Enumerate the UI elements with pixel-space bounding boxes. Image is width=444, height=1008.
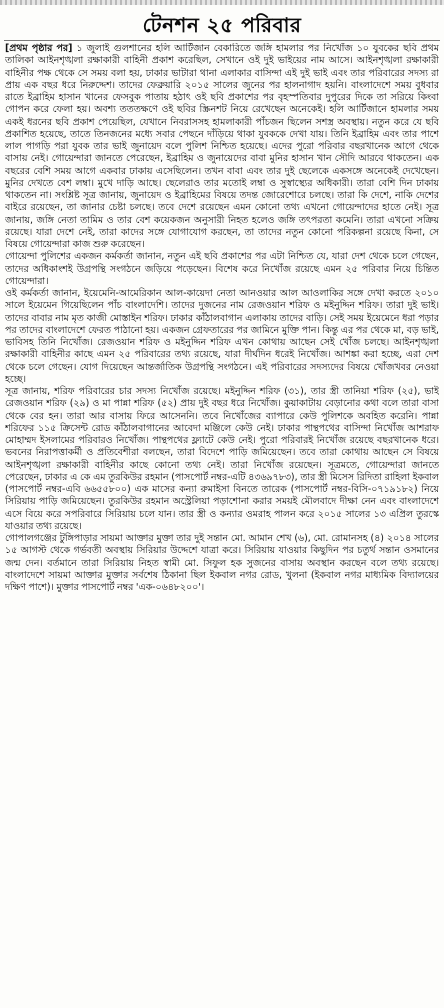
article-paragraph bbox=[5, 386, 439, 533]
article-paragraph bbox=[5, 43, 439, 251]
paragraph-text: সূত্র জানায়, শরিফ পরিবারের চার সদস্য নিখোঁজ রয়েছে। মইনুদ্দিন শরিফ (৩১), তার স্ত্রী তানিয়া শরিফ (২৫), ভাই রেজওয়ান শরিফ (২৯) ও মা পান্না শরিফ (৫২) প্রায় দুই বছর ধরে নিখোঁজ। কুয়াকাটায় বেড়ানোর কথা বলে তারা বাসা থেকে বের হন। তারা আর বাসায় ফিরে আসেননি। তবে নিখোঁজের ব্যাপারে কেউ পুলিশকে অবহিত করেনি। পান্না শরিফের ১১৫ ক্রিসেন্ট রোড কাঁঠালবাগানের আবেদা মঞ্জিলে কেউ নেই। ঢাকার পান্থপথের বাসিন্দা নিখোঁজ আশরাফ মোহাম্মদ ইসলামের পরিবারও নিখোঁজ। পান্থপথের ফ্ল্যাটে কেউ নেই। পুরো পরিবারই নিখোঁজ রয়েছে বছরখানেক ধরে। ভবনের নিরাপত্তাকর্মী ও প্রতিবেশীরা বলছেন, তারা বিদেশে পাড়ি জমিয়েছেন। তবে তারা কোথায় আছেন সে বিষয়ে আইনশৃঙ্খলা রক্ষাকারী বাহিনীর কাছে কোনো তথ্য নেই। তারা নিখোঁজ রয়েছেন। সূত্রমতে, গোয়েন্দারা জানতে পেরেছেন, ঢাকার এ কে এম তুরকিউর রহমান (পাসপোর্ট নম্বর-এটি ৪৩৬৯৭৮৩), তার স্ত্রী মিসেস রিদিতা রাহিলা ইকবাল (পাসপোর্ট নম্বর-এবি ৬৬৫৫৮০০) এক মাসের কন্যা রুমাইসা বিনতে তারেক (পাসপোর্ট নম্বর-বিসি-০৭১৯১৮২) নিয়ে সিরিয়ায় পাড়ি জমিয়েছেন। তুরকিউর রহমান অস্ট্রেলিয়া পড়াশোনা করার সময়ই মৌলবাদে দীক্ষা নেন এবং বাংলাদেশে এসে বিয়ে করে সপরিবারে সিরিয়ায় চলে যান। তার স্ত্রী ও কন্যার ওমরাহ পালন করে ২০১৫ সালের ১৩ এপ্রিল তুরস্কে যাওয়ার তথ্য রয়েছে। bbox=[5, 386, 439, 532]
paragraph-text: গোয়েন্দা পুলিশের একজন কর্মকর্তা জানান, নতুন এই ছবি প্রকাশের পর এটা নিশ্চিত যে, যারা দেশ থেকে চলে গেছেন, তাদের অধিকাংশই উগ্রপন্থি সংগঠনে জড়িয়ে পড়েছেন। বিশেষ করে নিখোঁজ রয়েছে এমন ২৫ পরিবার নিয়ে চিন্তিত গোয়েন্দারা। bbox=[5, 251, 439, 287]
article-paragraph bbox=[5, 251, 439, 288]
headline-divider bbox=[4, 40, 440, 41]
article-paragraph bbox=[5, 288, 439, 386]
article-headline: টেনশন ২৫ পরিবার bbox=[142, 13, 302, 37]
continued-from-front-page-tag: [প্রথম পৃষ্ঠার পর] bbox=[5, 43, 73, 54]
article-body bbox=[5, 43, 439, 1005]
paragraph-text: ১ জুলাই গুলশানের হলি আর্টিজান বেকারিতে জঙ্গি হামলার পর নিখোঁজ ১০ যুবকের ছবি প্রথম তালিকা আইনশৃঙ্খলা রক্ষাকারী বাহিনী প্রকাশ করেছিল, সেখানে ওই দুই ভাইয়ের নাম আসে। আইনশৃঙ্খলা রক্ষাকারী বাহিনীর পক্ষ থেকে সে সময় বলা হয়, ঢাকার ভাটারা থানা এলাকার বাসিন্দা এই দুই ভাই এবং তার পরিবারের সদস্য রা প্রায় এক বছর ধরে নিরুদ্দেশ। তাদের ফেব্রুয়ারি ২০১৫ সালের জুনের পর হালনাগাদ হয়নি। বাংলাদেশে সময় বুধবার রাতে ইব্রাহিম হাসান খানের ফেসবুক পাতায় হঠাৎ ওই ছবি প্রকাশের পর বৃহস্পতিবার দুপুরের দিকে তা সরিয়ে কিংবা গোপন করে ফেলা হয়। অবশ্য তততক্ষণে ওই ছবির স্ক্রিনশট নিয়ে রেখেছেন অনেকেই। হলি আর্টিজানে হামলার সময় একই ধরনের ছবি প্রকাশ পেয়েছিল, যেখানে নিবরাসসহ হামলাকারী পাঁচজন ছিলেন সশস্ত্র অবস্থায়। নতুন করে যে ছবি প্রকাশিত হয়েছে, তাতে তিনজনের মধ্যে সবার পেছনে দাঁড়িয়ে থাকা যুবককে দেখা যায়। তিনি ইব্রাহিম এবং তার পাশে লাল পাগড়ি পরা যুবক তার ভাই জুনায়েদ বলে পুলিশ নিশ্চিত হয়েছে। এদের পুরো পরিবার বছরখানেক আগে থেকে বাসায় নেই। গোয়েন্দারা জানতে পেরেছেন, ইব্রাহিম ও জুনায়েদের বাবা মুনির হাসান খান সৌদি আরবে থাকতেন। এক বছরের বেশি সময় আগে একবার ঢাকায় এসেছিলেন। তখন বাবা এবং তার দুই ছেলেকে একসঙ্গে অনেকেই দেখেছেন। মুনির দেখতে বেশ লম্বা। মুখে দাড়ি আছে। ছেলেরাও তার মতোই লম্বা ও সুস্বাস্থ্যের অধিকারী। তারা বেশি দিন ঢাকায় থাকতেন না। সংশ্লিষ্ট সূত্র জানায়, জুনায়েদ ও ইব্রাহিমের বিষয়ে তদন্ত জোরেশোরে চলছে। তারা কি দেশে, নাকি দেশের বাইরে রয়েছেন, তা জানার চেষ্টা চলছে। তবে দেশে রয়েছেন এমন কোনো তথ্য এখনো গোয়েন্দাদের হাতে নেই। সূত্র জানায়, জঙ্গি নেতা তামিম ও তার বেশ কয়েকজন অনুসারী নিহত হলেও জঙ্গি তৎপরতা কমেনি। তারা এখনো সক্রিয় রয়েছে। যারা দেশে নেই, তারা কাদের সঙ্গে যোগাযোগ করছেন, তা তাদের নতুন কোনো পরিকল্পনা রয়েছে কিনা, সে বিষয়ে গোয়েন্দারা কাজ শুরু করেছেন। bbox=[5, 43, 439, 250]
paragraph-text: গোপালগঞ্জের টুঙ্গিপাড়ার সায়মা আক্তার মুক্তা তার দুই সন্তান মো. আমান শেখ (৬), মো. রোমানসহ (৪) ২০১৪ সালের ১৫ আগস্ট থেকে গর্ভবতী অবস্থায় সিরিয়ার উদ্দেশে যাত্রা করে। সিরিয়ায় যাওয়ার কিছুদিন পর চতুর্থ সন্তান ওসমানের জন্ম দেন। বর্তমানে তারা সিরিয়ায় নিহত স্বামী মো. সিফুল হক সুজনের বাসায় অবস্থান করছেন বলে তথ্য রয়েছে। বাংলাদেশে সায়মা আক্তার মুক্তার সর্বশেষ ঠিকানা ছিল ইকবাল নগর রোড, খুলনা (ইকবাল নগর মাধ্যমিক বিদ্যালয়ের দক্ষিণ পাশে)। মুক্তার পাসপোর্ট নম্বর 'এক-০৬৪৮২০০'। bbox=[5, 533, 439, 593]
paragraph-text: ওই কর্মকর্তা জানান, ইয়েমেনি-আমেরিকান আল-কায়েদা নেতা আনওয়ার আল আওলাকির সঙ্গে দেখা করতে ২০১০ সালে ইয়েমেন গিয়েছিলেন পাঁচ বাংলাদেশি। তাদের দুজনের নাম রেজওয়ান শরিফ ও মইনুদ্দিন শরিফ। তারা দুই ভাই। তাদের বাবার নাম মৃত কাজী মোস্তাইন শরিফ। ঢাকার কাঁঠালবাগান এলাকায় তাদের বাড়ি। সেই সময় ইয়েমেনে ধরা পড়ার পর তাদের বাংলাদেশে ফেরত পাঠানো হয়। একজন গ্রেফতারের পর জামিনে মুক্তি পান। কিন্তু এর পর থেকে মা, বড় ভাই, ভাবিসহ তিনি নিখোঁজ। রেজওয়ান শরিফ ও মইনুদ্দিন শরিফ এখন কোথায় আছেন সেই খোঁজ চলছে। আইনশৃঙ্খলা রক্ষাকারী বাহিনীর কাছে এমন ২৫ পরিবারের তথ্য রয়েছে, যারা দীর্ঘদিন ধরেই নিখোঁজ। আশঙ্কা করা হচ্ছে, এরা দেশ থেকে চলে গেছেন। যোগ দিয়েছেন আন্তর্জাতিক উগ্রপন্থি সংগঠনে। এই পরিবারের সদস্যদের বিষয়ে খোঁজখবর নেওয়া হচ্ছে। bbox=[5, 288, 439, 385]
torn-top-edge bbox=[0, 0, 444, 5]
article-paragraph bbox=[5, 533, 439, 594]
